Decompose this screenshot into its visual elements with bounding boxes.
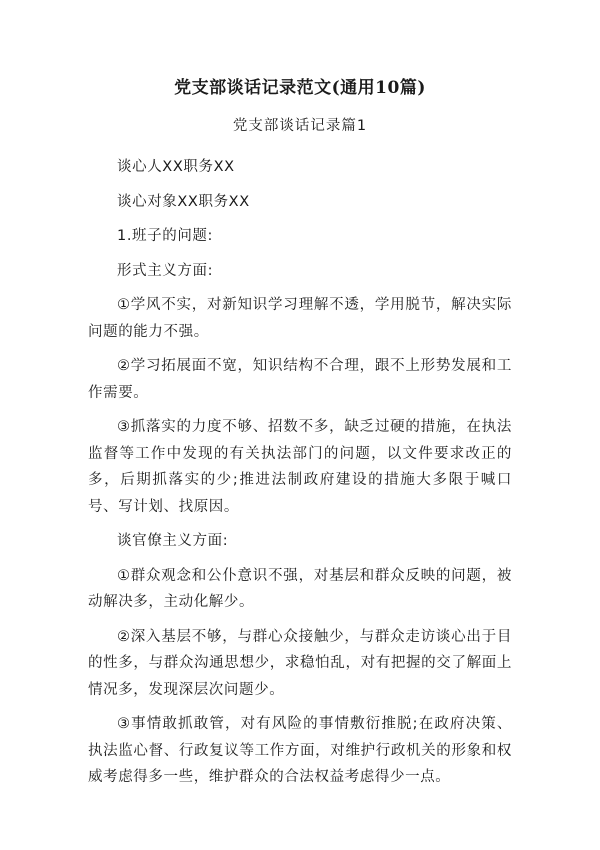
paragraph-bureaucracy-1: ①群众观念和公仆意识不强，对基层和群众反映的问题，被动解决多，主动化解少。 [88,567,512,610]
document-subtitle: 党支部谈话记录篇1 [232,118,368,134]
paragraph-bureaucracy-2: ②深入基层不够，与群心众接触少，与群众走访谈心出于目的性多，与群众沟通思想少，求稳怕乱，对有把握的交了解面上情况多，发现深层次问题少。 [88,628,512,698]
paragraph-formalism-1: ①学风不实，对新知识学习理解不透，学用脱节，解决实际问题的能力不强。 [88,297,512,340]
paragraph-listener: 谈心对象XX职务XX [117,193,250,210]
document-body [88,154,512,791]
paragraph-heading-bureaucracy: 谈官僚主义方面: [117,533,229,549]
document-title: 党支部谈话记录范文(通用10篇) [174,78,426,98]
paragraph-formalism-2: ②学习拓展面不宽，知识结构不合理，跟不上形势发展和工作需要。 [88,358,512,401]
paragraph-heading-team-issues: 1.班子的问题: [117,228,214,244]
paragraph-speaker: 谈心人XX职务XX [117,159,235,175]
paragraph-heading-formalism: 形式主义方面: [117,262,214,279]
paragraph-formalism-3: ③抓落实的力度不够、招数不多，缺乏过硬的措施，在执法监督等工作中发现的有关执法部门的问题，以文件要求改正的多，后期抓落实的少;推进法制政府建设的措施大多限于喊口号、写计划、找原因。 [88,419,512,515]
paragraph-bureaucracy-3: ③事情敢抓敢管，对有风险的事情敷衍推脱;在政府决策、执法监心督、行政复议等工作方面，对维护行政机关的形象和权威考虑得多一些，维护群众的合法权益考虑得少一点。 [88,716,512,785]
